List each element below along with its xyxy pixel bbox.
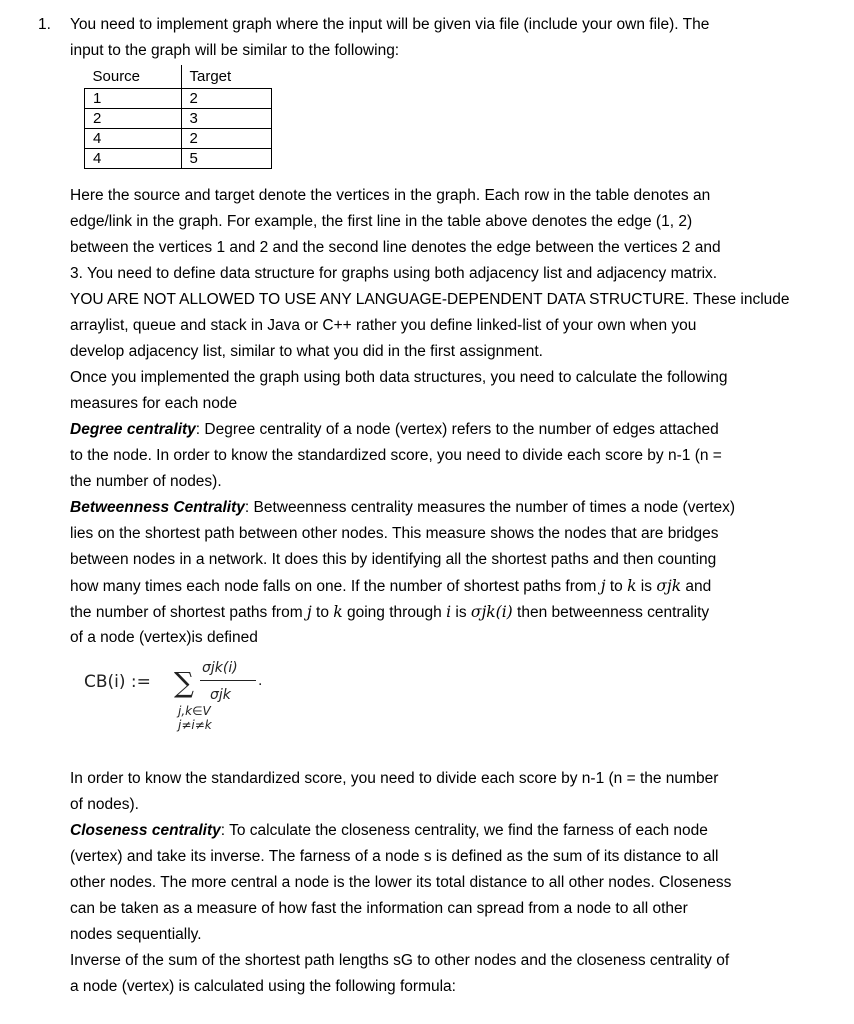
betweenness-text: : Betweenness centrality measures the number of times a node (vertex) — [244, 499, 736, 516]
cell-source: 4 — [85, 129, 182, 149]
cell-target: 2 — [181, 89, 272, 109]
text-run: how many times each node falls on one. If the number of shortest paths from — [70, 578, 601, 595]
closeness-line-3: other nodes. The more central a node is the lower its total distance to all other nodes. Closeness — [70, 874, 732, 891]
explanation-line: edge/link in the graph. For example, the first line in the table above denotes the edge (1, 2) — [70, 213, 693, 230]
cell-target: 5 — [181, 149, 272, 169]
formula-period: . — [258, 672, 263, 689]
closeness-line-1 — [70, 818, 708, 844]
table-row — [85, 109, 272, 129]
betweenness-line-6: of a node (vertex)is defined — [70, 629, 258, 646]
table-header-row — [85, 65, 272, 89]
summation-symbol: ∑ — [174, 666, 194, 699]
explanation-line: arraylist, queue and stack in Java or C++ rather you define linked-list of your own when you — [70, 317, 697, 334]
closeness-text: : To calculate the closeness centrality, we find the farness of each node — [220, 822, 708, 839]
degree-line-3: the number of nodes). — [70, 473, 222, 490]
text-run: and — [681, 578, 712, 595]
explanation-line: 3. You need to define data structure for graphs using both adjacency list and adjacency matrix. — [70, 265, 718, 282]
closeness-title: Closeness centrality — [70, 822, 221, 839]
text-run: the number of shortest paths from — [70, 604, 307, 621]
betweenness-title: Betweenness Centrality — [70, 499, 245, 516]
text-run: to — [605, 578, 628, 595]
intro-line-2: input to the graph will be similar to the following: — [70, 42, 400, 59]
explanation-line: measures for each node — [70, 395, 238, 412]
degree-text: : Degree centrality of a node (vertex) refers to the number of edges attached — [195, 421, 719, 438]
degree-line-2: to the node. In order to know the standardized score, you need to divide each score by n-1 (n = — [70, 447, 722, 464]
betweenness-formula — [84, 660, 284, 750]
degree-title: Degree centrality — [70, 421, 196, 438]
explanation-line: develop adjacency list, similar to what you did in the first assignment. — [70, 343, 543, 360]
formula-denominator: σjk — [210, 687, 231, 703]
intro-line-1: You need to implement graph where the input will be given via file (include your own file). The — [70, 16, 710, 33]
cell-target: 2 — [181, 129, 272, 149]
betweenness-line-3: between nodes in a network. It does this by identifying all the shortest paths and then counting — [70, 551, 717, 568]
math-j: j — [306, 603, 312, 621]
standardized-line-2: of nodes). — [70, 796, 139, 813]
column-header-source: Source — [85, 65, 182, 89]
text-run: going through — [342, 604, 447, 621]
explanation-line: YOU ARE NOT ALLOWED TO USE ANY LANGUAGE-DEPENDENT DATA STRUCTURE. These include — [70, 291, 790, 308]
closeness-line-5: nodes sequentially. — [70, 926, 202, 943]
fraction-bar — [200, 680, 256, 681]
closeness-line-4: can be taken as a measure of how fast the information can spread from a node to all other — [70, 900, 688, 917]
table-row — [85, 89, 272, 109]
cell-target: 3 — [181, 109, 272, 129]
explanation-line: Here the source and target denote the vertices in the graph. Each row in the table denotes an — [70, 187, 711, 204]
standardized-line-1: In order to know the standardized score, you need to divide each score by n-1 (n = the number — [70, 770, 719, 787]
closeness-line-6: Inverse of the sum of the shortest path lengths sG to other nodes and the closeness centrality of — [70, 952, 730, 969]
formula-numerator: σjk(i) — [202, 660, 238, 676]
cell-source: 4 — [85, 149, 182, 169]
table-row — [85, 149, 272, 169]
explanation-line: Once you implemented the graph using both data structures, you need to calculate the following — [70, 369, 728, 386]
text-run: to — [311, 604, 334, 621]
math-sigma-jk: σjk — [656, 577, 682, 595]
degree-line-1 — [70, 417, 719, 443]
formula-lhs: CB(i) := — [84, 672, 151, 692]
cell-source: 1 — [85, 89, 182, 109]
table-row — [85, 129, 272, 149]
cell-source: 2 — [85, 109, 182, 129]
betweenness-line-1 — [70, 495, 735, 521]
explanation-line: between the vertices 1 and 2 and the second line denotes the edge between the vertices 2 and — [70, 239, 721, 256]
betweenness-line-2: lies on the shortest path between other nodes. This measure shows the nodes that are bridges — [70, 525, 719, 542]
math-k: k — [627, 577, 637, 595]
sum-subscript-2: j≠i≠k — [178, 718, 212, 732]
sum-subscript-1: j,k∈V — [178, 704, 211, 718]
math-j: j — [600, 577, 606, 595]
closeness-line-7: a node (vertex) is calculated using the following formula: — [70, 978, 456, 995]
math-sigma-jk-i: σjk(i) — [470, 603, 513, 621]
text-run: is — [451, 604, 471, 621]
text-run: is — [636, 578, 657, 595]
column-header-target: Target — [181, 65, 272, 89]
edge-table — [84, 65, 272, 169]
text-run: then betweenness centrality — [512, 604, 710, 621]
betweenness-line-5 — [70, 599, 709, 626]
math-i: i — [446, 603, 452, 621]
closeness-line-2: (vertex) and take its inverse. The farness of a node s is defined as the sum of its distance to all — [70, 848, 719, 865]
betweenness-line-4 — [70, 573, 711, 600]
item-number: 1. — [38, 16, 51, 33]
math-k: k — [333, 603, 343, 621]
